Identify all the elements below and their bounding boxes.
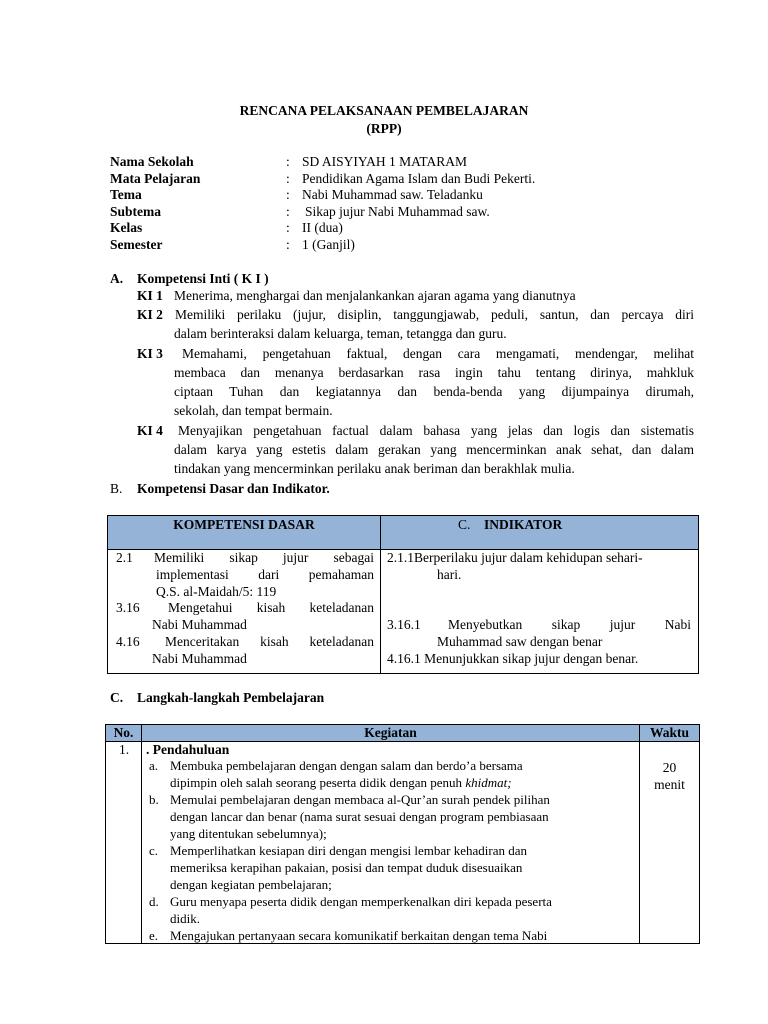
ki-text: Memahami, pengetahuan faktual, dengan cara mengamati, mendengar, melihat: [182, 346, 694, 361]
label-tema: Tema: [110, 187, 142, 202]
header-indikator: INDIKATOR: [484, 517, 563, 532]
ki-code: KI 1: [137, 288, 163, 303]
ki-code: KI 4: [137, 423, 163, 438]
item-letter: e.: [149, 928, 159, 943]
indikator-text: Muhammad saw dengan benar: [437, 634, 603, 649]
kd-number: 4.16: [116, 634, 140, 649]
ki-text: sekolah, dan tempat bermain.: [174, 403, 333, 418]
ki-code: KI 3: [137, 346, 163, 361]
column-divider: [141, 725, 142, 943]
item-text-italic: khidmat;: [465, 775, 512, 790]
colon: :: [286, 171, 290, 186]
indikator-text: 4.16.1 Menunjukkan sikap jujur dengan benar.: [387, 651, 639, 666]
langkah-pembelajaran-table: [105, 724, 700, 944]
kd-text: Q.S. al-Maidah/5: 119: [156, 584, 277, 599]
table-header-cell: [381, 516, 698, 550]
kd-text: Mengetahui kisah keteladanan: [168, 600, 374, 615]
kd-number: 3.16: [116, 600, 140, 615]
document-subtitle: (RPP): [366, 121, 402, 136]
colon: :: [286, 204, 290, 219]
kd-text: implementasi dari pemahaman: [156, 567, 374, 582]
header-waktu: Waktu: [640, 725, 699, 742]
value-mata-pelajaran: Pendidikan Agama Islam dan Budi Pekerti.: [302, 171, 536, 186]
item-text: Memperlihatkan kesiapan diri dengan mengisi lembar kehadiran dan: [170, 843, 528, 858]
section-letter: B.: [110, 481, 123, 496]
value-tema: Nabi Muhammad saw. Teladanku: [302, 187, 483, 202]
label-semester: Semester: [110, 237, 163, 252]
ki-text: Menyajikan pengetahuan factual dalam bahasa yang jelas dan logis dan sistematis: [178, 423, 694, 438]
column-divider: [639, 725, 640, 943]
ki-text: Memiliki perilaku (jujur, disiplin, tanggungjawab, peduli, santun, dan percaya diri: [175, 307, 694, 322]
value-semester: 1 (Ganjil): [302, 237, 355, 252]
item-text: Guru menyapa peserta didik dengan memperkenalkan diri kepada peserta: [170, 894, 552, 909]
table-header-cell: [108, 516, 380, 550]
item-text: didik.: [170, 911, 200, 926]
item-text: dengan kegiatan pembelajaran;: [170, 877, 332, 892]
header-no: No.: [106, 725, 141, 742]
colon: :: [286, 237, 290, 252]
indikator-number: 3.16.1: [387, 617, 421, 632]
item-text: Membuka pembelajaran dengan dengan salam dan berdo’a bersama: [170, 758, 523, 773]
row-number: 1.: [119, 742, 130, 757]
item-text-part: dipimpin oleh salah seorang peserta didik dengan penuh: [170, 775, 463, 790]
value-kelas: II (dua): [302, 220, 343, 235]
indikator-text: 2.1.1Berperilaku jujur dalam kehidupan sehari-: [387, 550, 643, 565]
item-text: [170, 775, 512, 791]
kompetensi-dasar-table: [107, 515, 699, 674]
item-letter: b.: [149, 792, 159, 807]
value-subtema: Sikap jujur Nabi Muhammad saw.: [305, 204, 490, 219]
ki-text: Menerima, menghargai dan menjalankankan ajaran agama yang dianutnya: [174, 288, 576, 303]
waktu-value: 20: [662, 760, 677, 775]
section-letter: C.: [110, 690, 124, 705]
header-letter: C.: [458, 517, 471, 532]
section-heading-kd: Kompetensi Dasar dan Indikator.: [137, 481, 330, 496]
item-text: Mengajukan pertanyaan secara komunikatif berkaitan dengan tema Nabi: [170, 928, 548, 943]
ki-text: membaca dan menanya berdasarkan rasa ingin tahu tentang dirinya, mahkluk: [174, 365, 694, 380]
kd-text: Nabi Muhammad: [152, 617, 247, 632]
item-text: Memulai pembelajaran dengan membaca al-Qur’an surah pendek pilihan: [170, 792, 550, 807]
item-text: dengan lancar dan benar (nama surat sesuai dengan program pembiasaan: [170, 809, 549, 824]
section-heading: Kompetensi Inti ( K I ): [137, 271, 269, 286]
section-letter: A.: [110, 271, 124, 286]
colon: :: [286, 220, 290, 235]
label-mata-pelajaran: Mata Pelajaran: [110, 171, 201, 186]
ki-text: dalam berinteraksi dalam keluarga, teman, tetangga dan guru.: [174, 326, 507, 341]
ki-text: tindakan yang mencerminkan perilaku anak beriman dan berakhlak mulia.: [174, 461, 575, 476]
column-divider: [380, 516, 381, 673]
kd-number: 2.1: [116, 550, 133, 565]
kd-text: Memiliki sikap jujur sebagai: [154, 550, 374, 565]
label-kelas: Kelas: [110, 220, 143, 235]
item-letter: c.: [149, 843, 159, 858]
section-heading-langkah: Langkah-langkah Pembelajaran: [137, 690, 325, 705]
label-nama-sekolah: Nama Sekolah: [110, 154, 194, 169]
document-title: RENCANA PELAKSANAAN PEMBELAJARAN: [239, 103, 529, 118]
header-kompetensi-dasar: KOMPETENSI DASAR: [173, 517, 315, 532]
kd-text: Menceritakan kisah keteladanan: [165, 634, 374, 649]
row-title: . Pendahuluan: [146, 742, 230, 757]
value-nama-sekolah: SD AISYIYAH 1 MATARAM: [302, 154, 468, 169]
ki-code: KI 2: [137, 307, 163, 322]
item-letter: d.: [149, 894, 159, 909]
label-subtema: Subtema: [110, 204, 162, 219]
item-text: yang ditentukan sebelumnya);: [170, 826, 327, 841]
indikator-text: Menyebutkan sikap jujur Nabi: [448, 617, 691, 632]
ki-text: ciptaan Tuhan dan kegiatannya dan benda-benda yang dijumpainya dirumah,: [174, 384, 694, 399]
item-text: memeriksa kerapihan pakaian, posisi dan tempat duduk disesuaikan: [170, 860, 523, 875]
header-kegiatan: Kegiatan: [142, 725, 639, 742]
colon: :: [286, 154, 290, 169]
indikator-text: hari.: [437, 567, 462, 582]
colon: :: [286, 187, 290, 202]
item-letter: a.: [149, 758, 159, 773]
waktu-unit: menit: [654, 777, 685, 792]
kd-text: Nabi Muhammad: [152, 651, 247, 666]
ki-text: dalam karya yang estetis dalam gerakan yang mencerminkan anak sehat, dan dalam: [174, 442, 694, 457]
